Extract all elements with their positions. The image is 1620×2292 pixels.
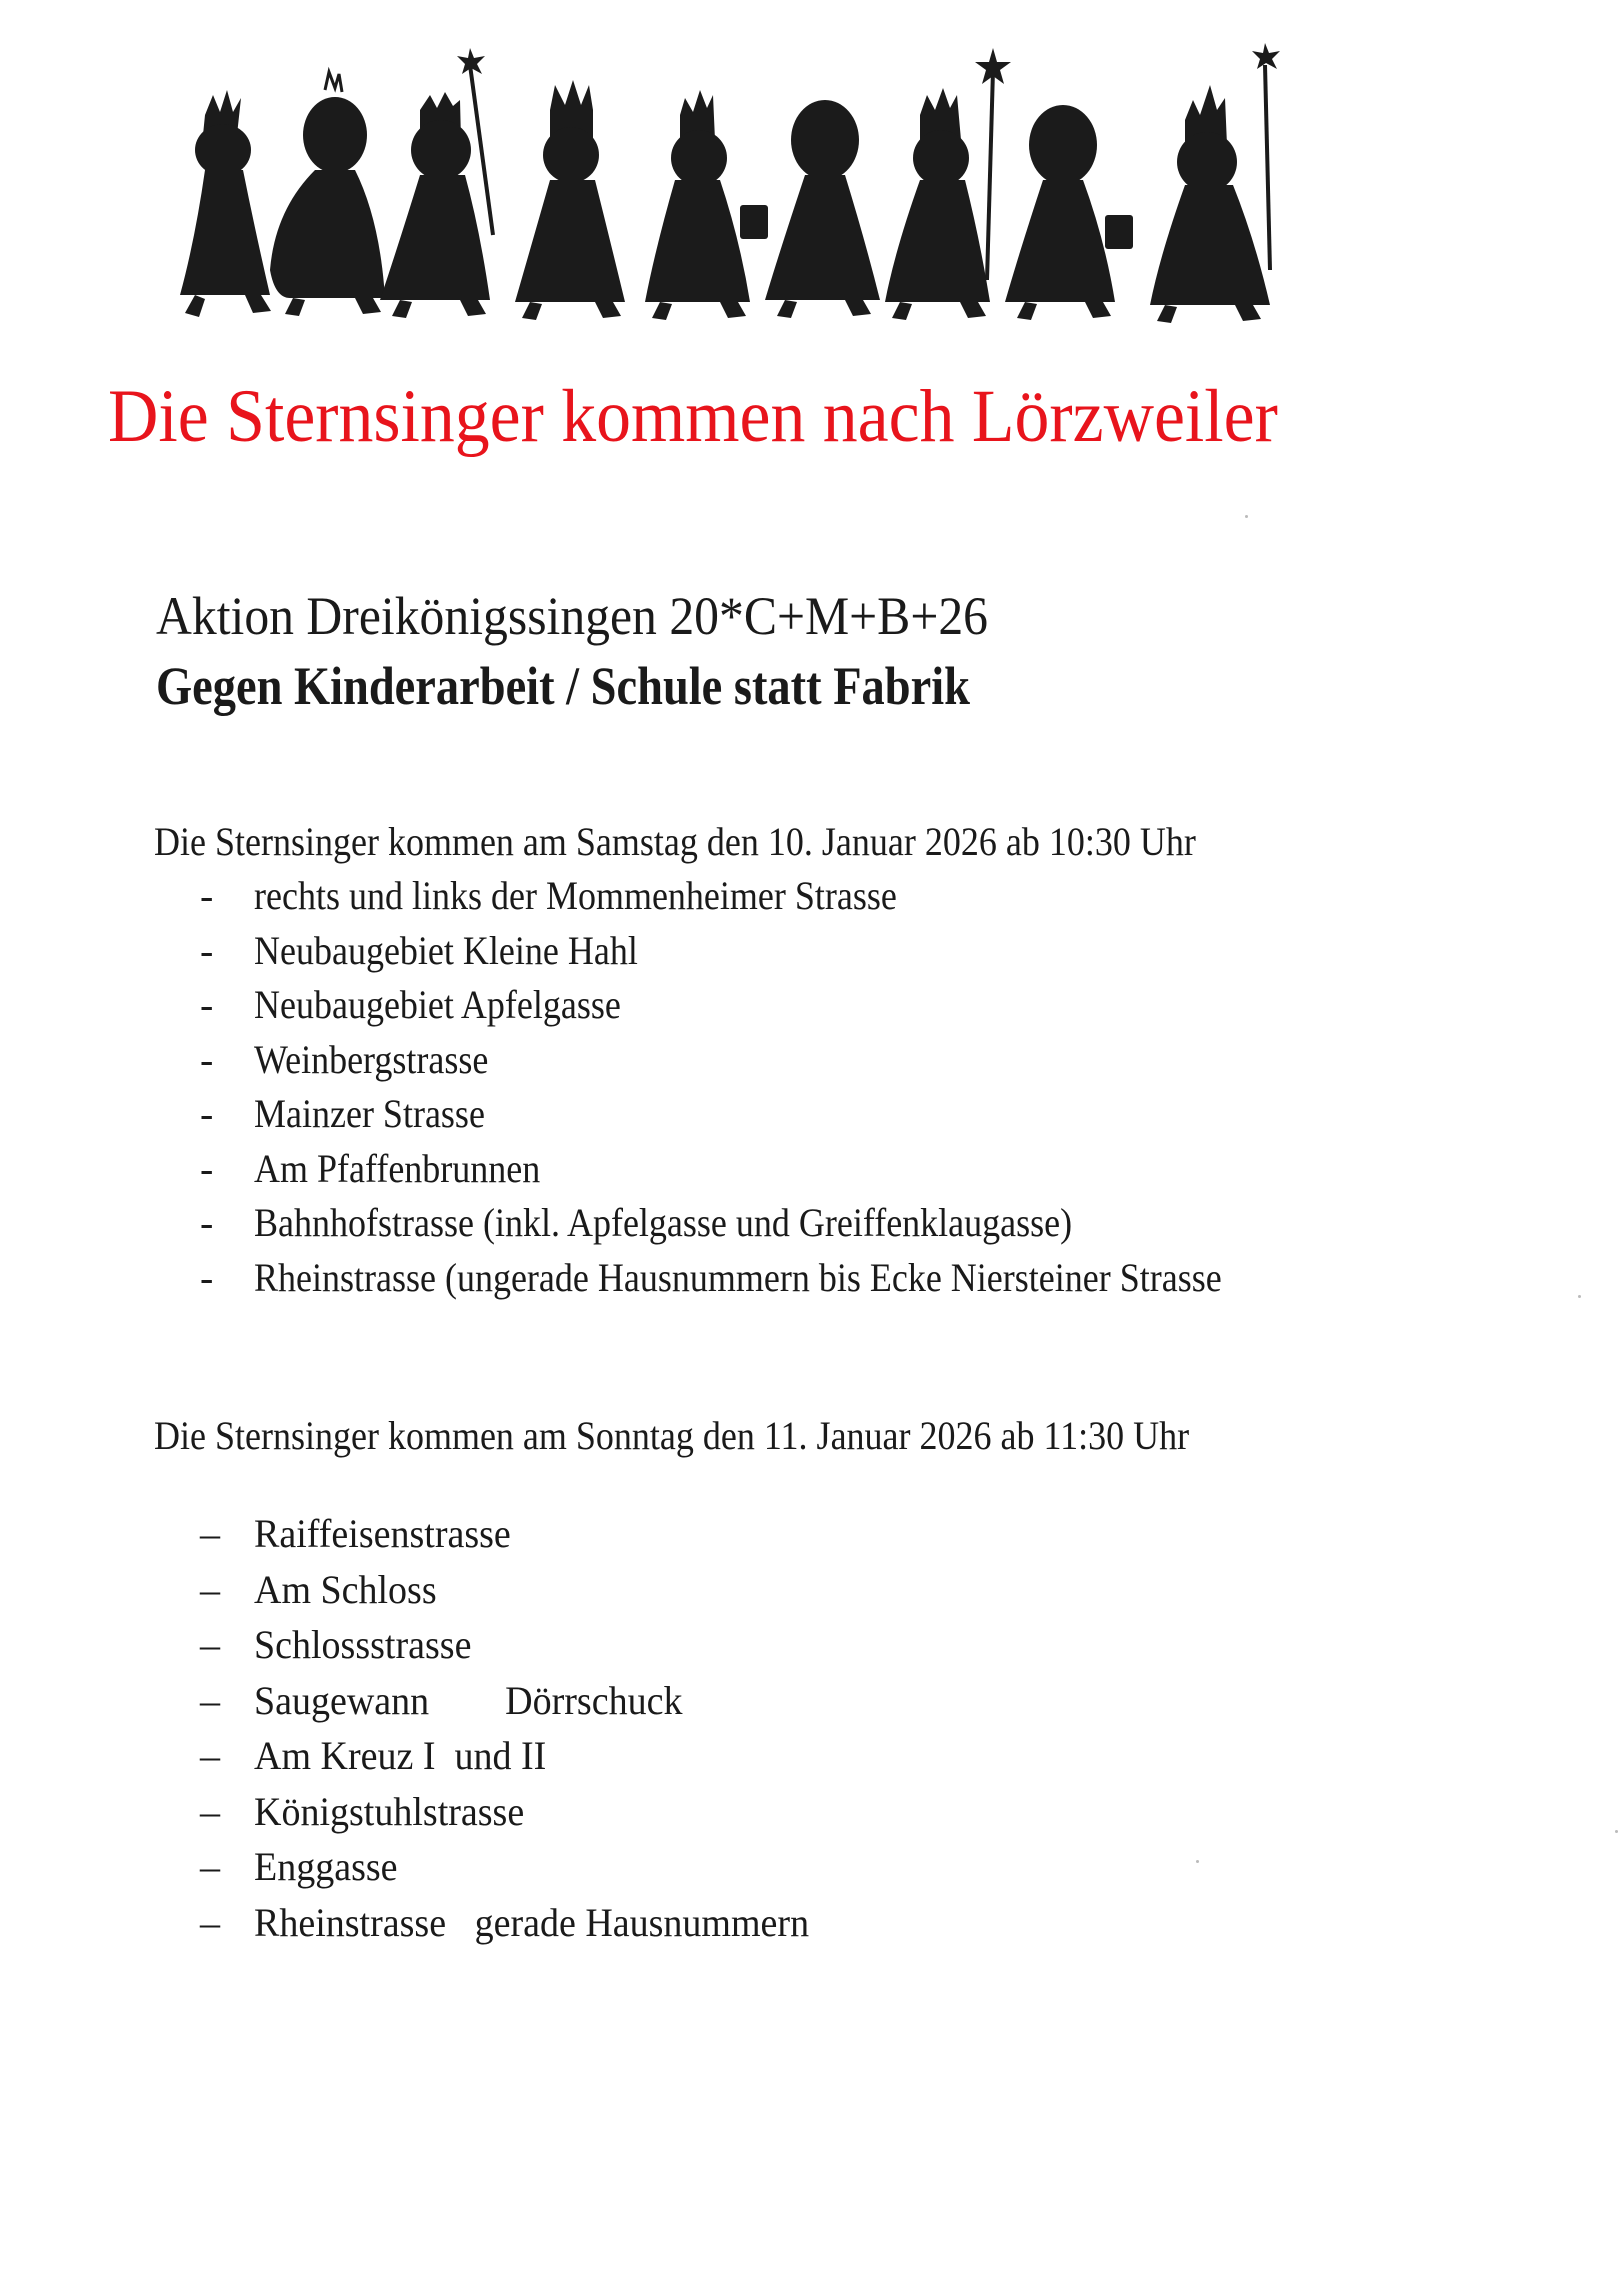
route-item [154, 1621, 1304, 1677]
sunday-schedule-section [154, 1412, 1304, 1954]
route-item [154, 1788, 1304, 1844]
dash-bullet: – [200, 1511, 220, 1556]
sunday-route-list [154, 1510, 1304, 1954]
route-item [154, 1510, 1304, 1566]
route-item [154, 872, 1312, 927]
scan-speck [1196, 1860, 1199, 1863]
route-item [154, 1090, 1312, 1145]
dash-bullet: – [200, 1899, 220, 1945]
dash-bullet: – [200, 1844, 220, 1889]
dash-bullet: - [200, 873, 214, 918]
route-label: Königstuhlstrasse [254, 1788, 525, 1834]
scan-speck [1578, 1295, 1581, 1298]
silhouette-figure-1 [180, 90, 271, 317]
silhouette-figure-5 [645, 90, 768, 320]
dash-bullet: - [200, 982, 214, 1027]
silhouette-figure-7 [885, 48, 1011, 320]
route-label: Am Schloss [254, 1566, 437, 1612]
route-item [154, 1199, 1312, 1254]
route-item [154, 927, 1312, 982]
silhouette-figure-2 [270, 72, 385, 316]
route-label: Neubaugebiet Kleine Hahl [254, 927, 638, 973]
route-label: Saugewann Dörrschuck [254, 1677, 683, 1723]
route-item [154, 1677, 1304, 1733]
route-label: Raiffeisenstrasse [254, 1511, 511, 1556]
dash-bullet: – [200, 1622, 220, 1667]
saturday-schedule-heading: Die Sternsinger kommen am Samstag den 10. Januar 2026 ab 10:30 Uhr [154, 819, 1196, 864]
dash-bullet: – [200, 1566, 220, 1612]
dash-bullet: – [200, 1677, 220, 1723]
route-label: Am Kreuz I und II [254, 1733, 547, 1778]
route-item [154, 981, 1312, 1036]
page-title: Die Sternsinger kommen nach Lörzweiler [108, 375, 1278, 458]
saturday-route-list [154, 872, 1312, 1308]
dash-bullet: - [200, 1145, 214, 1191]
saturday-schedule-section [154, 818, 1312, 1308]
route-item [154, 1732, 1304, 1788]
sunday-schedule-heading: Die Sternsinger kommen am Sonntag den 11. Januar 2026 ab 11:30 Uhr [154, 1413, 1190, 1458]
route-label: Am Pfaffenbrunnen [254, 1145, 541, 1191]
dash-bullet: – [200, 1733, 220, 1778]
route-label: Enggasse [254, 1844, 398, 1889]
route-item [154, 1145, 1312, 1200]
route-label: Weinbergstrasse [254, 1036, 489, 1082]
route-label: rechts und links der Mommenheimer Strasse [254, 873, 897, 918]
scan-speck [1245, 515, 1248, 518]
dash-bullet: - [200, 927, 214, 973]
route-item [154, 1254, 1312, 1309]
route-item [154, 1899, 1304, 1955]
dash-bullet: - [200, 1036, 214, 1082]
dash-bullet: - [200, 1091, 214, 1136]
route-item [154, 1036, 1312, 1091]
dash-bullet: – [200, 1788, 220, 1834]
silhouette-figure-9 [1150, 43, 1280, 323]
route-label: Neubaugebiet Apfelgasse [254, 982, 621, 1027]
campaign-subtitle: Aktion Dreikönigssingen 20*C+M+B+26 [156, 586, 989, 646]
silhouette-figure-3 [380, 48, 493, 318]
route-item [154, 1566, 1304, 1622]
route-item [154, 1843, 1304, 1899]
dash-bullet: - [200, 1254, 214, 1300]
campaign-motto: Gegen Kinderarbeit / Schule statt Fabrik [156, 656, 970, 716]
route-label: Mainzer Strasse [254, 1091, 485, 1136]
route-label: Rheinstrasse gerade Hausnummern [254, 1899, 810, 1945]
route-label: Rheinstrasse (ungerade Hausnummern bis Ecke Niersteiner Strasse [254, 1254, 1222, 1300]
dash-bullet: - [200, 1200, 214, 1245]
route-label: Schlossstrasse [254, 1622, 472, 1667]
scan-speck [1615, 1830, 1618, 1833]
silhouette-figure-4 [515, 80, 625, 320]
sternsinger-silhouettes-image [175, 40, 1435, 340]
silhouette-figure-8 [1005, 105, 1133, 320]
route-label: Bahnhofstrasse (inkl. Apfelgasse und Greiffenklaugasse) [254, 1200, 1073, 1245]
silhouette-figure-6 [765, 100, 880, 318]
